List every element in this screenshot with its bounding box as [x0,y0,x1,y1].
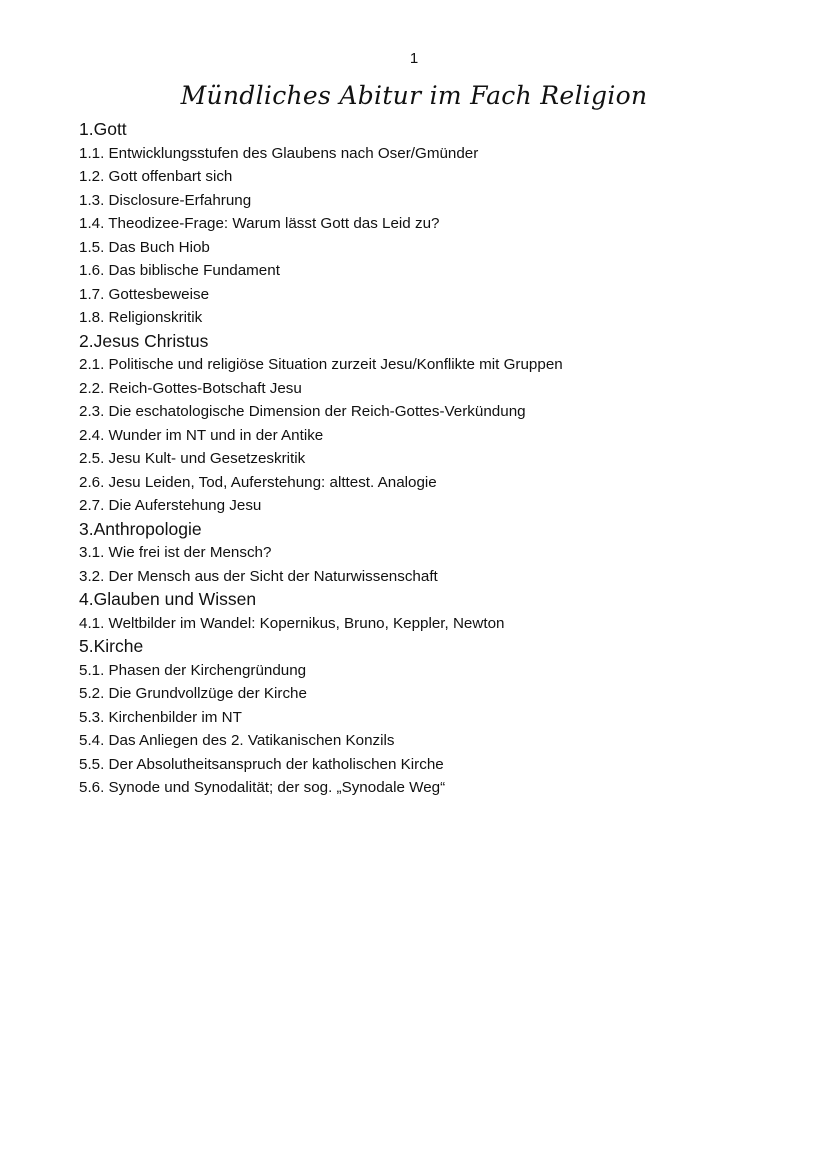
toc-item: 5.5. Der Absolutheitsanspruch der katholischen Kirche [79,755,444,773]
toc-item: 2.3. Die eschatologische Dimension der Reich-Gottes-Verkündung [79,403,526,420]
toc-item: 3.2. Der Mensch aus der Sicht der Naturwissenschaft [79,567,438,585]
toc-item: 1.3. Disclosure-Erfahrung [79,191,252,209]
toc-item: 5.4. Das Anliegen des 2. Vatikanischen Konzils [79,732,395,749]
page-number: 1 [409,50,419,67]
toc-item: 1.7. Gottesbeweise [79,285,210,303]
toc-section [79,588,799,635]
toc-item: 2.7. Die Auferstehung Jesu [79,497,262,514]
toc-item: 1.2. Gott offenbart sich [79,168,233,185]
toc-item: 2.1. Politische und religiöse Situation zurzeit Jesu/Konflikte mit Gruppen [79,356,563,373]
section-item-list [79,353,799,518]
section-heading: 3.Anthropologie [79,518,202,539]
toc-item: 1.4. Theodizee-Frage: Warum lässt Gott das Leid zu? [79,215,440,232]
toc-item: 5.2. Die Grundvollzüge der Kirche [79,685,307,702]
toc-item: 1.5. Das Buch Hiob [79,238,210,256]
section-item-list [79,612,799,636]
toc-section [79,518,799,589]
section-heading: 5.Kirche [79,636,144,656]
toc-section [79,330,799,518]
toc-item: 5.6. Synode und Synodalität; der sog. „Synodale Weg“ [79,779,446,796]
toc-item: 1.6. Das biblische Fundament [79,262,280,279]
section-item-list [79,541,799,588]
toc-item: 5.3. Kirchenbilder im NT [79,708,242,726]
toc-item: 3.1. Wie frei ist der Mensch? [79,544,272,561]
page-title: Mündliches Abitur im Fach Religion [180,81,648,110]
toc-item: 2.6. Jesu Leiden, Tod, Auferstehung: alttest. Analogie [79,473,437,491]
table-of-contents [79,118,799,800]
toc-item: 2.5. Jesu Kult- und Gesetzeskritik [79,450,306,467]
toc-item: 2.4. Wunder im NT und in der Antike [79,426,324,444]
toc-item: 1.8. Religionskritik [79,309,203,326]
toc-item: 1.1. Entwicklungsstufen des Glaubens nach Oser/Gmünder [79,144,479,162]
section-item-list [79,142,799,330]
toc-item: 5.1. Phasen der Kirchengründung [79,661,307,679]
toc-item: 4.1. Weltbilder im Wandel: Kopernikus, Bruno, Keppler, Newton [79,614,505,632]
section-item-list [79,659,799,800]
section-heading: 2.Jesus Christus [79,330,209,351]
toc-section [79,118,799,330]
toc-item: 2.2. Reich-Gottes-Botschaft Jesu [79,379,302,397]
section-heading: 1.Gott [79,119,127,139]
section-heading: 4.Glauben und Wissen [79,589,257,609]
toc-section [79,635,799,800]
